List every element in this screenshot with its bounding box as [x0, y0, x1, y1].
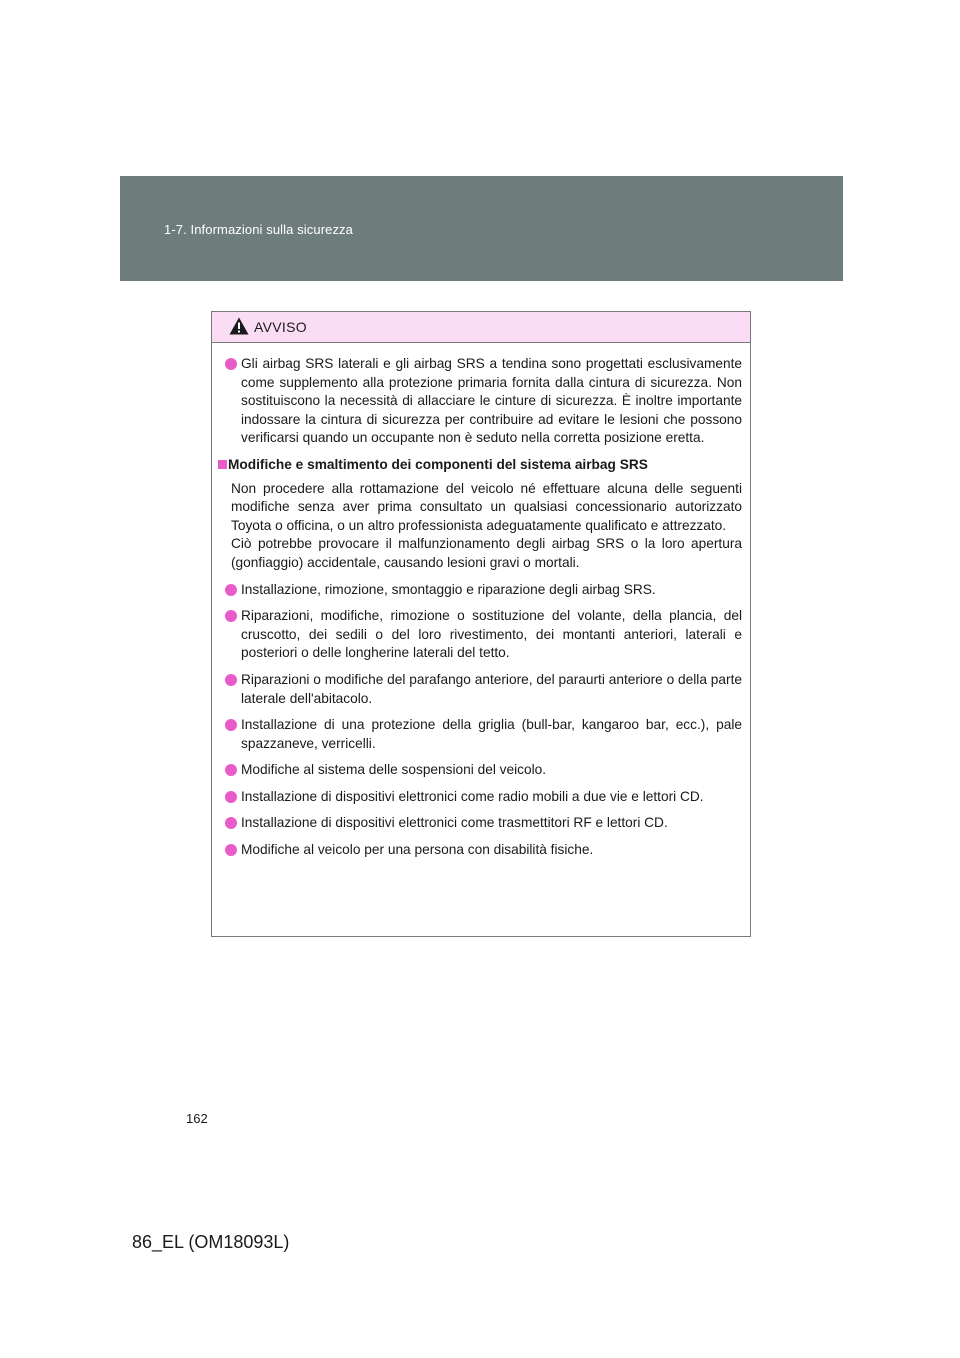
list-item: [220, 814, 742, 833]
list-item: [220, 788, 742, 807]
list-item-text: Modifiche al sistema delle sospensioni del veicolo.: [241, 762, 547, 778]
list-item-text: Installazione di dispositivi elettronici come trasmettitori RF e lettori CD.: [241, 815, 668, 831]
paragraph-1: Non procedere alla rottamazione del veicolo né effettuare alcuna delle seguenti modifiche senza aver prima consultato un qualsiasi concessionario autorizzato Toyota o officina, o un altro professionista adeguatamente qualificato e attrezzato.: [231, 480, 742, 533]
warning-triangle-icon: [229, 317, 249, 335]
page-number: 162: [186, 1111, 208, 1126]
list-item-text: Installazione di dispositivi elettronici come radio mobili a due vie e lettori CD.: [241, 788, 704, 804]
subheading-text: Modifiche e smaltimento dei componenti del sistema airbag SRS: [228, 456, 648, 472]
paragraph-2: Ciò potrebbe provocare il malfunzionamento degli airbag SRS o la loro apertura (gonfiaggio) accidentale, causando lesioni gravi o mortali.: [231, 536, 742, 570]
list-item-text: Riparazioni o modifiche del parafango anteriore, del paraurti anteriore o della parte laterale dell'abitacolo.: [241, 671, 742, 706]
modification-paragraph: [220, 480, 742, 573]
list-item: [220, 671, 742, 708]
list-item: [220, 841, 742, 860]
warning-body: [212, 343, 750, 860]
chapter-header-band: [120, 176, 843, 281]
bullet-dot-icon: [225, 584, 237, 596]
list-item-text: Installazione, rimozione, smontaggio e riparazione degli airbag SRS.: [241, 581, 656, 597]
list-item: [220, 581, 742, 600]
list-item-text: Installazione di una protezione della griglia (bull-bar, kangaroo bar, ecc.), pale spazzaneve, verricelli.: [241, 717, 742, 751]
bullet-dot-icon: [225, 719, 237, 731]
bullet-dot-icon: [225, 817, 237, 829]
bullet-dot-icon: [225, 358, 237, 370]
bullet-dot-icon: [225, 844, 237, 856]
square-bullet-icon: [218, 460, 227, 469]
bullet-dot-icon: [225, 764, 237, 776]
section-title: 1-7. Informazioni sulla sicurezza: [164, 222, 353, 237]
bullet-dot-icon: [225, 791, 237, 803]
intro-bullet: [220, 355, 742, 448]
list-item: [220, 761, 742, 780]
intro-bullet-text: Gli airbag SRS laterali e gli airbag SRS a tendina sono progettati esclusivamente come supplemento alla protezione primaria fornita dalla cintura di sicurezza. Non sostituiscono la necessità di allacciare le cinture di sicurezza. È inoltre importante indossare la cintura di sicurezza per contribuire ad evitare le lesioni che possono verificarsi quando un occupante non è seduto nella corretta posizione eretta.: [241, 356, 742, 446]
warning-title: AVVISO: [254, 319, 307, 335]
bullet-dot-icon: [225, 610, 237, 622]
list-item: [220, 607, 742, 663]
list-item: [220, 716, 742, 753]
subheading: [218, 456, 742, 475]
list-item-text: Riparazioni, modifiche, rimozione o sostituzione del volante, della plancia, del cruscotto, dei sedili o del loro rivestimento, dei montanti anteriori, laterali e posteriori o delle longherine laterali del tetto.: [241, 608, 742, 661]
warning-header: [212, 312, 750, 343]
warning-box: [211, 311, 751, 937]
bullet-dot-icon: [225, 674, 237, 686]
list-item-text: Modifiche al veicolo per una persona con disabilità fisiche.: [241, 842, 594, 858]
document-code: 86_EL (OM18093L): [132, 1232, 290, 1252]
